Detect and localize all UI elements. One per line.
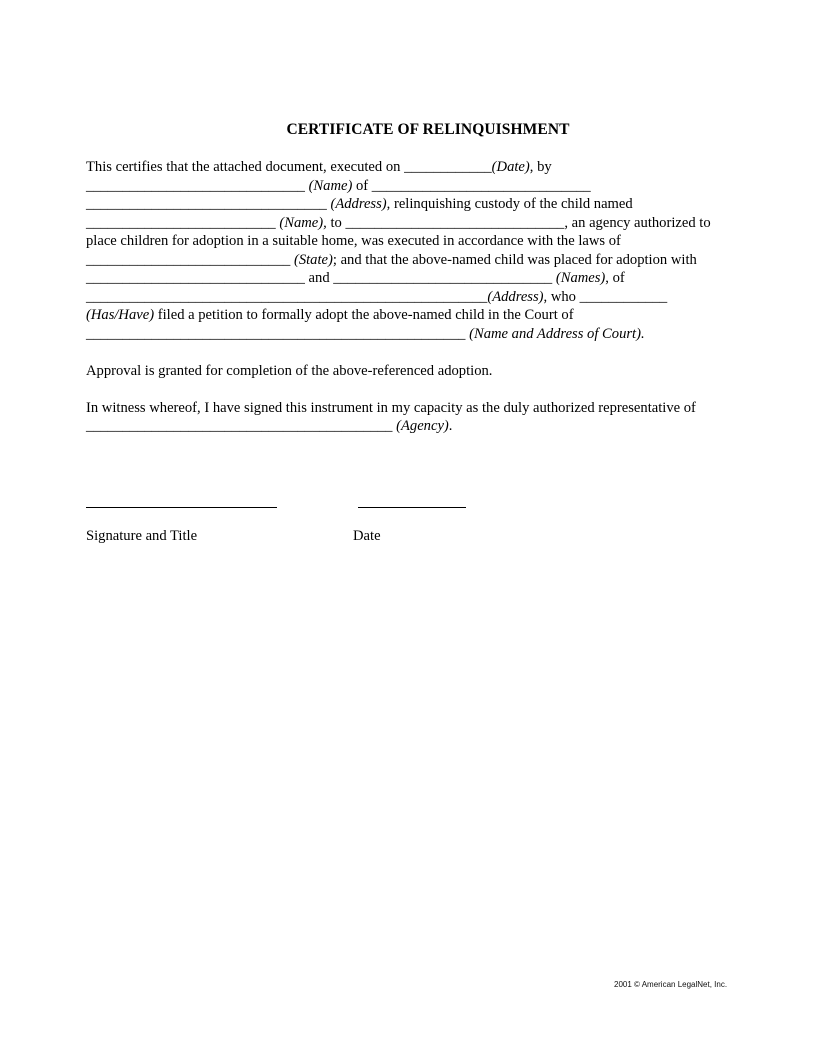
names-blanks: ______________________________ and ______________________________ — [86, 270, 556, 286]
date-field-label: (Date) — [491, 159, 530, 175]
para1-line-7 — [86, 269, 786, 288]
text-segment: This certifies that the attached document, executed on ____________ — [86, 159, 492, 175]
address-blank: _________________________________ — [86, 196, 331, 212]
court-field-label: (Name and Address of Court). — [469, 325, 645, 342]
date-label: Date — [353, 528, 381, 544]
paragraph-spacer — [86, 380, 786, 399]
para1-line-9 — [86, 306, 786, 325]
copyright-footer: 2001 © American LegalNet, Inc. — [614, 980, 728, 989]
signature-line — [86, 507, 277, 508]
para1-line-4 — [86, 214, 786, 233]
text-segment: to ______________________________, an agency authorized to — [326, 214, 711, 231]
child-name-blank: __________________________ — [86, 214, 280, 231]
text-segment: , who ____________ — [543, 288, 668, 305]
para1-line-2 — [86, 177, 786, 196]
text-segment: , by — [529, 159, 552, 175]
text-segment: filed a petition to formally adopt the above-named child in the Court of — [154, 307, 574, 323]
text-segment: , of — [605, 270, 625, 286]
name-blank: ______________________________ — [86, 177, 309, 194]
para1-line-6 — [86, 251, 786, 270]
date-line — [358, 507, 466, 508]
child-name-field-label: (Name), — [279, 214, 327, 231]
agency-blank: __________________________________________ — [86, 418, 397, 434]
names-field-label: (Names) — [555, 270, 606, 286]
para1-line-8 — [86, 288, 786, 307]
witness-line-1: In witness whereof, I have signed this instrument in my capacity as the duly authorized representative of — [86, 399, 696, 416]
adopter-address-field-label: (Address) — [487, 288, 544, 305]
para1-line-3 — [86, 195, 786, 214]
document-body — [86, 158, 786, 436]
witness-line-2 — [86, 417, 786, 436]
document-title: CERTIFICATE OF RELINQUISHMENT — [286, 121, 570, 138]
state-field-label: (State) — [293, 251, 333, 268]
paragraph-spacer — [86, 343, 786, 362]
text-segment: of ______________________________ — [352, 177, 591, 194]
name-field-label: (Name) — [308, 177, 353, 194]
para1-line-1 — [86, 158, 786, 177]
court-blank: ____________________________________________________ — [86, 325, 470, 342]
address-field-label: (Address) — [330, 196, 387, 212]
has-have-field-label: (Has/Have) — [86, 307, 155, 323]
para1-line-5: place children for adoption in a suitable home, was executed in accordance with the laws of — [86, 233, 621, 249]
state-blank: ____________________________ — [86, 251, 294, 268]
adopter-address-blank: _______________________________________________________ — [86, 288, 488, 305]
agency-field-label: (Agency) — [396, 418, 449, 434]
text-segment: ; and that the above-named child was placed for adoption with — [332, 251, 697, 268]
approval-paragraph: Approval is granted for completion of the above-referenced adoption. — [86, 362, 493, 379]
text-segment: . — [448, 418, 453, 434]
signature-title-label: Signature and Title — [86, 528, 198, 544]
para1-line-10 — [86, 325, 786, 344]
text-segment: , relinquishing custody of the child named — [386, 196, 633, 212]
